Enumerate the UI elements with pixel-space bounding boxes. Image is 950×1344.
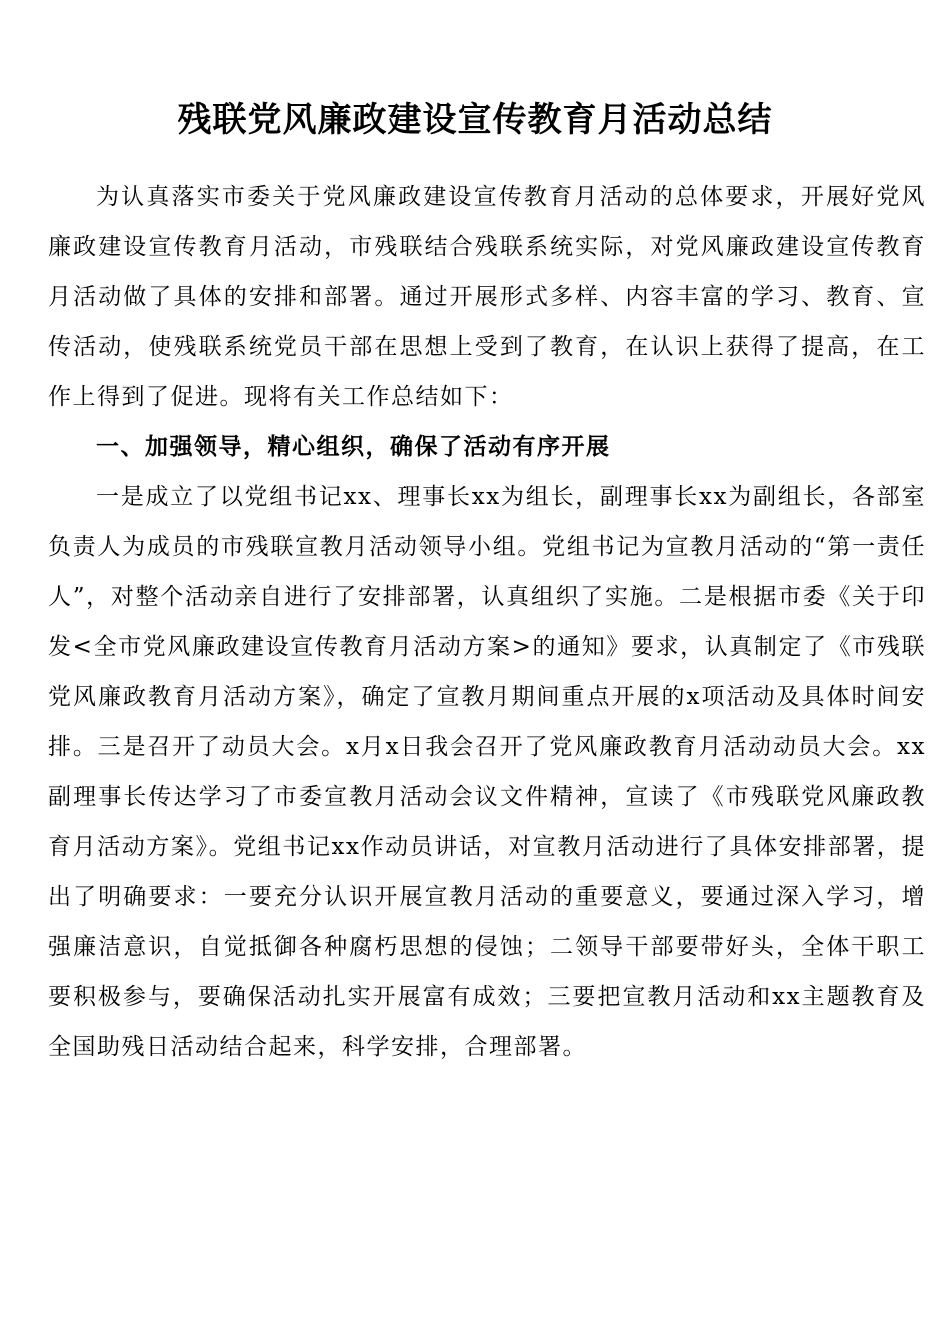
section-paragraph: 一是成立了以党组书记xx、理事长xx为组长，副理事长xx为副组长，各部室负责人为成员的市残联宣教月活动领导小组。党组书记为宣教月活动的“第一责任人”，对整个活动亲自进行了安排部署，认真组织了实施。二是根据市委《关于印发<全市党风廉政建设宣传教育月活动方案>的通知》要求，认真制定了《市残联党风廉政教育月活动方案》，确定了宣教月期间重点开展的x项活动及具体时间安排。三是召开了动员大会。x月x日我会召开了党风廉政教育月活动动员大会。xx副理事长传达学习了市委宣教月活动会议文件精神，宣读了《市残联党风廉政教育月活动方案》。党组书记xx作动员讲话，对宣教月活动进行了具体安排部署，提出了明确要求：一要充分认识开展宣教月活动的重要意义，要通过深入学习，增强廉洁意识，自觉抵御各种腐朽思想的侵蚀；二领导干部要带好头，全体干职工要积极参与，要确保活动扎实开展富有成效；三要把宣教月活动和xx主题教育及全国助残日活动结合起来，科学安排，合理部署。 bbox=[48, 484, 926, 1060]
document-title: 残联党风廉政建设宣传教育月活动总结 bbox=[177, 100, 773, 140]
section-heading: 一、加强领导，精心组织，确保了活动有序开展 bbox=[96, 433, 611, 460]
intro-paragraph: 为认真落实市委关于党风廉政建设宣传教育月活动的总体要求，开展好党风廉政建设宣传教育月活动，市残联结合残联系统实际，对党风廉政建设宣传教育月活动做了具体的安排和部署。通过开展形式多样、内容丰富的学习、教育、宣传活动，使残联系统党员干部在思想上受到了教育，在认识上获得了提高，在工作上得到了促进。现将有关工作总结如下： bbox=[48, 184, 926, 410]
document-body bbox=[48, 172, 926, 1072]
